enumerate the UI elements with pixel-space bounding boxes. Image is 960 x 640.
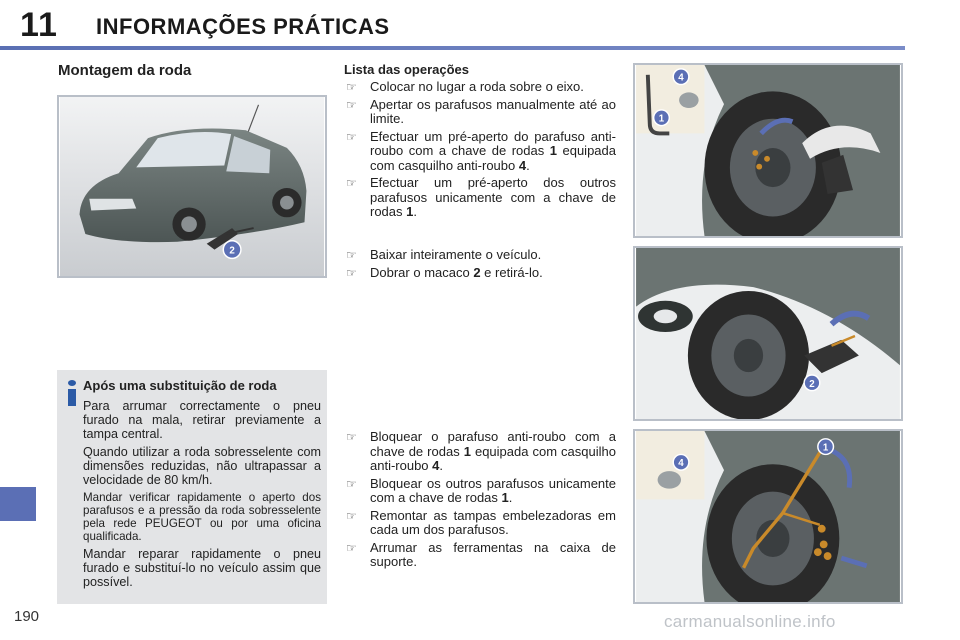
list-item: ☞ Dobrar o macaco 2 e retirá-lo.: [346, 264, 543, 280]
bullet-hand-icon: ☞: [346, 540, 357, 555]
page-number: 190: [14, 608, 40, 625]
info-paragraph: Para arrumar correctamente o pneu furado na mala, retirar previamente a tampa central.: [83, 399, 321, 441]
list-item: ☞ Efectuar um pré-aperto do parafuso anti-roubo com a chave de rodas 1 equipada com casquilho anti-roubo 4.: [346, 128, 616, 173]
bullet-hand-icon: ☞: [346, 476, 357, 491]
jack-removal-svg: [635, 248, 901, 419]
list-item: ☞ Bloquear o parafuso anti-roubo com a chave de rodas 1 equipada com casquilho anti-roubo 4.: [346, 429, 616, 473]
chapter-side-tab: [0, 487, 36, 521]
info-box: [57, 370, 327, 604]
list-item: ☞ Apertar os parafusos manualmente até ao limite.: [346, 96, 616, 126]
operations-list-3: [344, 430, 616, 573]
info-paragraph: Quando utilizar a roda sobresselente com dimensões reduzidas, não ultrapassar a velocidade de 80 km/h.: [83, 445, 321, 487]
car-svg: [59, 97, 325, 276]
bullet-hand-icon: ☞: [346, 129, 357, 144]
chapter-title: INFORMAÇÕES PRÁTICAS: [96, 14, 390, 39]
list-item: ☞ Remontar as tampas embelezadoras em cada um dos parafusos.: [346, 507, 616, 537]
header-rule: [0, 46, 905, 50]
bullet-hand-icon: ☞: [346, 430, 357, 444]
list-item: ☞ Colocar no lugar a roda sobre o eixo.: [346, 79, 584, 94]
operations-list-1: [344, 80, 616, 223]
callout-number: 4: [678, 72, 684, 84]
list-item: ☞ Baixar inteiramente o veículo.: [346, 247, 542, 262]
callout-number: 1: [658, 113, 665, 125]
bullet-hand-icon: ☞: [346, 248, 357, 262]
info-box-title: Após uma substituição de roda: [83, 378, 277, 393]
bullet-hand-icon: ☞: [346, 176, 357, 190]
chapter-number: 11: [20, 6, 58, 44]
callout-number: 2: [229, 245, 235, 257]
operations-title: Lista das operações: [344, 62, 469, 77]
watermark: carmanualsonline.info: [664, 612, 836, 631]
list-item: ☞ Efectuar um pré-aperto dos outros parafusos unicamente com a chave de rodas 1.: [346, 175, 616, 219]
section-title: Montagem da roda: [58, 62, 192, 79]
list-item: ☞ Bloquear os outros parafusos unicamente com a chave de rodas 1.: [346, 475, 616, 505]
bolt-locking-illustration: [633, 429, 903, 604]
callout-number: 4: [678, 458, 684, 470]
jack-removal-illustration: [633, 246, 903, 421]
car-jacked-illustration: [57, 95, 327, 278]
info-paragraph: Mandar reparar rapidamente o pneu furado e substituí-lo no veículo assim que possível.: [83, 547, 321, 589]
info-icon: [65, 380, 79, 404]
list-item: ☞ Arrumar as ferramentas na caixa de suporte.: [346, 539, 616, 569]
callout-number: 1: [822, 442, 829, 454]
bolt-locking-svg: [635, 431, 901, 602]
bullet-hand-icon: ☞: [346, 80, 357, 94]
bullet-hand-icon: ☞: [346, 508, 357, 523]
info-paragraph: Mandar verificar rapidamente o aperto dos parafusos e a pressão da roda sobresselente pela rede PEUGEOT ou por uma oficina qualificada.: [83, 491, 321, 543]
wheel-fitting-illustration: [633, 63, 903, 238]
callout-number: 2: [809, 378, 815, 390]
wheel-fitting-svg: [635, 65, 901, 236]
operations-list-2: [344, 248, 616, 283]
bullet-hand-icon: ☞: [346, 97, 357, 112]
bullet-hand-icon: ☞: [346, 265, 357, 280]
